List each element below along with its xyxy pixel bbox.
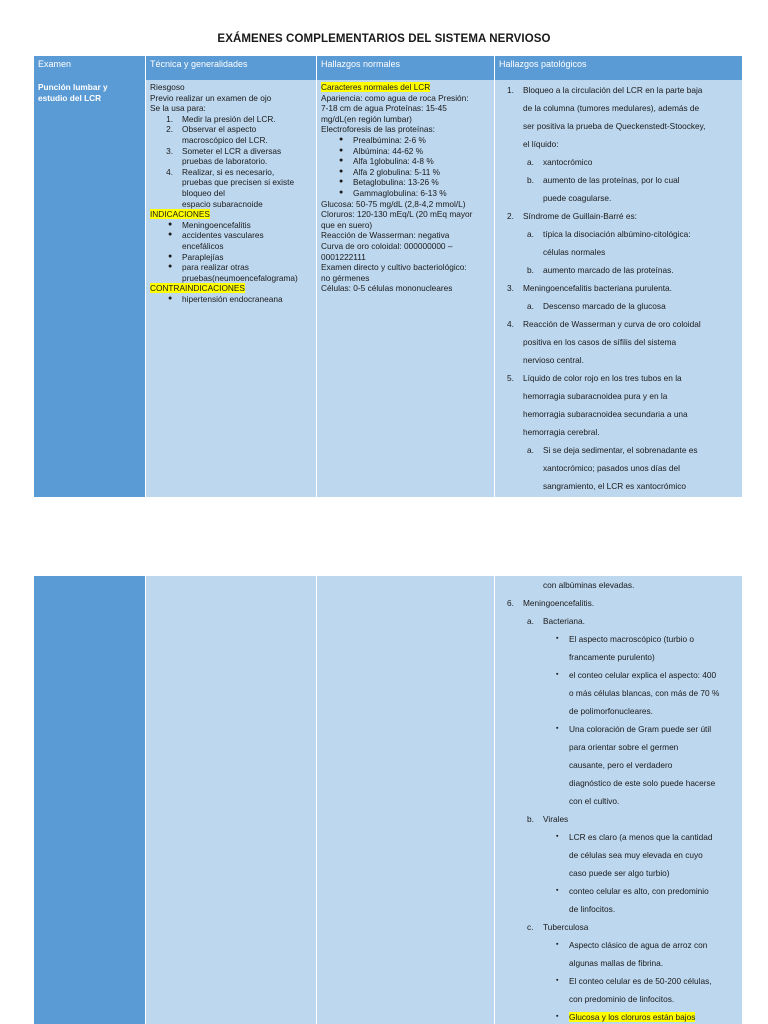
list-number: 2. (507, 211, 514, 221)
normales-line: mg/dL(en región lumbar) (321, 113, 412, 124)
list-item-line: Tuberculosa (543, 922, 589, 932)
list-item (321, 167, 490, 178)
table-row (34, 80, 742, 497)
list-item-line: típica la disociación albúmino-citológica: (543, 229, 691, 239)
list-item-line: Reacción de Wasserman y curva de oro coloidal (523, 319, 701, 329)
list-number: 6. (507, 598, 514, 608)
list-item-line: hemorragia subaracnoidea secundaria a una (523, 409, 688, 419)
list-number: a. (527, 157, 534, 167)
list-item-line: Meningoencefalitis bacteriana purulenta. (523, 283, 672, 293)
list-item-line: el conteo celular explica el aspecto: 400 (569, 670, 717, 680)
bullet-icon: ● (168, 231, 173, 239)
bullet-icon: ● (339, 135, 344, 143)
bullet-icon: ● (168, 252, 173, 260)
exam-name-line: Punción lumbar y (38, 82, 108, 92)
list-number: a. (527, 229, 534, 239)
list-item-line: Líquido de color rojo en los tres tubos en la (523, 373, 682, 383)
bullet-icon: ▪ (556, 941, 559, 948)
list-item-line: Una coloración de Gram puede ser útil (569, 724, 712, 734)
list-item (499, 666, 738, 720)
highlight-text: CONTRAINDICACIONES (150, 283, 245, 294)
list-number: b. (527, 814, 534, 824)
list-item-line: sangramiento, el LCR es xantocrómico (543, 481, 686, 491)
list-item (499, 576, 738, 594)
list-item-line: Gammaglobulina: 6-13 % (353, 187, 447, 198)
list-number: b. (527, 175, 534, 185)
normales-line: 0001222111 (321, 251, 366, 262)
list-item-line: Albúmina: 44-62 % (353, 145, 424, 156)
list-item-line: Si se deja sedimentar, el sobrenadante es (543, 445, 698, 455)
normales-line: 7-18 cm de agua Proteínas: 15-45 (321, 103, 447, 114)
list-item-line: hemorragia subaracnoidea pura y en la (523, 391, 668, 401)
list-item (499, 828, 738, 882)
list-number: a. (527, 445, 534, 455)
list-item (499, 918, 738, 936)
list-item (499, 261, 738, 279)
list-item (499, 207, 738, 225)
list-item-line: Bloqueo a la circulación del LCR en la parte baja (523, 85, 703, 95)
list-item-line: células normales (543, 247, 606, 257)
header-patologicos: Hallazgos patológicos (499, 59, 587, 69)
list-item (499, 972, 738, 1008)
exam-table-page-2 (34, 576, 742, 1024)
list-item-line: hemorragia cerebral. (523, 427, 600, 437)
bullet-icon: ● (168, 220, 173, 228)
list-number: 4. (507, 319, 514, 329)
header-examen: Examen (34, 56, 146, 80)
list-item-line: pruebas que precisen si existe (182, 177, 295, 188)
list-number: 2. (166, 124, 173, 135)
list-item (150, 230, 312, 251)
normales-line: Glucosa: 50-75 mg/dL (2,8-4,2 mmol/L) (321, 198, 466, 209)
bullet-icon: ▪ (556, 887, 559, 894)
normales-line: Apariencia: como agua de roca Presión: (321, 92, 469, 103)
list-item-line: LCR es claro (a menos que la cantidad (569, 832, 713, 842)
tecnica-line: Se la usa para: (150, 103, 206, 114)
exam-table-page-1 (34, 56, 742, 497)
list-item-line: macroscópico del LCR. (182, 134, 268, 145)
normales-line: que en suero) (321, 219, 373, 230)
exam-name-cell (34, 80, 146, 497)
list-item-line: Realizar, si es necesario, (182, 166, 275, 177)
list-item-line: Prealbúmina: 2-6 % (353, 134, 426, 145)
list-number: 1. (507, 85, 514, 95)
list-item (499, 630, 738, 666)
list-item (321, 177, 490, 188)
normales-line: Reacción de Wasserman: negativa (321, 230, 450, 241)
list-item-line: Paraplejías (182, 251, 224, 262)
bullet-icon: ● (339, 167, 344, 175)
list-number: 3. (166, 145, 173, 156)
list-item-line: bloqueo del (182, 187, 225, 198)
list-item (321, 156, 490, 167)
list-item (499, 1008, 738, 1024)
patologicos-cell-continued (495, 576, 742, 1024)
list-item-line: nervioso central. (523, 355, 584, 365)
normales-line: no gérmenes (321, 272, 370, 283)
list-item-line: pruebas de laboratorio. (182, 156, 268, 167)
list-item-line: xantocrómico; pasados unos días del (543, 463, 680, 473)
normales-cell (317, 80, 495, 497)
list-item (499, 297, 738, 315)
list-item-line: con el cultivo. (569, 796, 620, 806)
list-item-line: puede coagularse. (543, 193, 612, 203)
list-item-line: para orientar sobre el germen (569, 742, 679, 752)
list-item-line: o más células blancas, con más de 70 % (569, 688, 720, 698)
list-item-line: Someter el LCR a diversas (182, 145, 282, 156)
list-item-line: francamente purulento) (569, 652, 655, 662)
list-item-line: de linfocitos. (569, 904, 616, 914)
bullet-icon: ● (168, 294, 173, 302)
tecnica-cell-empty (146, 576, 317, 1024)
list-item-line (569, 1008, 738, 1024)
bullet-icon: ● (339, 188, 344, 196)
tecnica-line: Previo realizar un examen de ojo (150, 92, 272, 103)
list-item-line: Medir la presión del LCR. (182, 113, 276, 124)
list-item-line: Alfa 2 globulina: 5-11 % (353, 166, 441, 177)
list-item-line: para realizar otras (182, 262, 249, 273)
bullet-icon: ● (339, 146, 344, 154)
list-item (321, 146, 490, 157)
normales-line: Células: 0-5 células mononucleares (321, 283, 453, 294)
list-item-line: algunas mallas de fibrina. (569, 958, 664, 968)
list-item-line: Descenso marcado de la glucosa (543, 301, 666, 311)
list-item-line: Meningoencefalitis (182, 219, 251, 230)
list-item-line: Meningoencefalitis. (523, 598, 595, 608)
list-item (499, 720, 738, 810)
list-item (150, 252, 312, 263)
exam-name-cell-empty (34, 576, 146, 1024)
list-item (499, 369, 738, 441)
list-item-line: con albúminas elevadas. (543, 580, 635, 590)
list-number: 3. (507, 283, 514, 293)
highlight-text: Caracteres normales del LCR (321, 82, 431, 92)
normales-line: Cloruros: 120-130 mEq/L (20 mEq mayor (321, 209, 473, 220)
exam-name-line: estudio del LCR (38, 92, 102, 103)
normales-line: Electroforesis de las proteínas: (321, 124, 435, 135)
tecnica-line: Riesgoso (150, 82, 185, 92)
table-header-row (34, 56, 742, 80)
bullet-icon: ▪ (556, 671, 559, 678)
bullet-icon: ▪ (556, 977, 559, 984)
list-item-line: de polimorfonucleares. (569, 706, 653, 716)
list-item-line: hipertensión endocraneana (182, 293, 283, 304)
list-item (150, 294, 312, 305)
list-number: 5. (507, 373, 514, 383)
list-item (499, 882, 738, 918)
normales-cell-empty (317, 576, 495, 1024)
list-item-line: con predominio de linfocitos. (569, 994, 675, 1004)
list-item-line: de la columna (tumores medulares), además de (523, 103, 700, 113)
list-item-line: Bacteriana. (543, 616, 585, 626)
list-item-line: espacio subaracnoide (182, 198, 263, 209)
list-item-line: accidentes vasculares (182, 230, 264, 241)
list-item-line: aumento de las proteínas, por lo cual (543, 175, 680, 185)
list-item-line: Observar el aspecto (182, 124, 257, 135)
list-item-line: El aspecto macroscópico (turbio o (569, 634, 694, 644)
header-normales: Hallazgos normales (317, 56, 495, 80)
list-item-line: encefálicos (182, 240, 224, 251)
list-item (499, 810, 738, 828)
bullet-icon: ▪ (556, 833, 559, 840)
list-number: a. (527, 616, 534, 626)
list-number: b. (527, 265, 534, 275)
list-item (150, 146, 312, 167)
page-title: EXÁMENES COMPLEMENTARIOS DEL SISTEMA NERVIOSO (217, 33, 551, 45)
bullet-icon: ▪ (556, 635, 559, 642)
list-item (499, 936, 738, 972)
bullet-icon: ● (168, 263, 173, 271)
indicaciones-label (150, 209, 312, 220)
highlight-text: INDICACIONES (150, 209, 210, 220)
normales-label (321, 82, 490, 93)
list-item (499, 612, 738, 630)
contraindicaciones-label (150, 283, 312, 294)
list-number: a. (527, 301, 534, 311)
list-number: c. (527, 922, 534, 932)
normales-line: Examen directo y cultivo bacteriológico: (321, 262, 467, 273)
list-item (321, 188, 490, 199)
highlight-text: Glucosa y los cloruros están bajos (569, 1012, 696, 1022)
tecnica-cell (146, 80, 317, 497)
list-item-line: Alfa 1globulina: 4-8 % (353, 156, 434, 167)
header-tecnica: Técnica y generalidades (146, 56, 317, 80)
list-item (321, 135, 490, 146)
normales-line: Curva de oro coloidal: 000000000 – (321, 240, 453, 251)
list-item (499, 279, 738, 297)
list-item (150, 262, 312, 283)
list-item (499, 81, 738, 153)
bullet-icon: ● (339, 178, 344, 186)
list-item-line: Síndrome de Guillain-Barré es: (523, 211, 637, 221)
list-item-line: el líquido: (523, 139, 559, 149)
list-item (150, 124, 312, 145)
bullet-icon: ▪ (556, 1013, 559, 1020)
list-item (499, 225, 738, 261)
list-item-line: ser positiva la prueba de Queckenstedt-Stoockey, (523, 121, 706, 131)
list-item (150, 114, 312, 125)
list-item-line: positiva en los casos de sífilis del sistema (523, 337, 677, 347)
list-item (499, 594, 738, 612)
list-item (499, 315, 738, 369)
bullet-icon: ▪ (556, 725, 559, 732)
list-item (499, 441, 738, 495)
list-item (150, 220, 312, 231)
list-number: 1. (166, 113, 173, 124)
list-item-line: Betaglobulina: 13-26 % (353, 177, 439, 188)
list-item-line: Aspecto clásico de agua de arroz con (569, 940, 708, 950)
list-item-line: El conteo celular es de 50-200 células, (569, 976, 712, 986)
list-item (499, 171, 738, 207)
list-number: 4. (166, 166, 173, 177)
list-item (499, 153, 738, 171)
list-item-line: xantocrómico (543, 157, 593, 167)
list-item-line: aumento marcado de las proteínas. (543, 265, 674, 275)
bullet-icon: ● (339, 157, 344, 165)
list-item-line: causante, pero el verdadero (569, 760, 673, 770)
table-row (34, 576, 742, 1024)
patologicos-cell (495, 80, 742, 497)
list-item-line: diagnóstico de este solo puede hacerse (569, 778, 716, 788)
list-item-line: Virales (543, 814, 569, 824)
list-item-line: conteo celular es alto, con predominio (569, 886, 709, 896)
list-item-line: pruebas(neumoencefalograma) (182, 272, 298, 283)
list-item (150, 167, 312, 209)
list-item-line: caso puede ser algo turbio) (569, 868, 670, 878)
list-item-line: de células sea muy elevada en cuyo (569, 850, 703, 860)
